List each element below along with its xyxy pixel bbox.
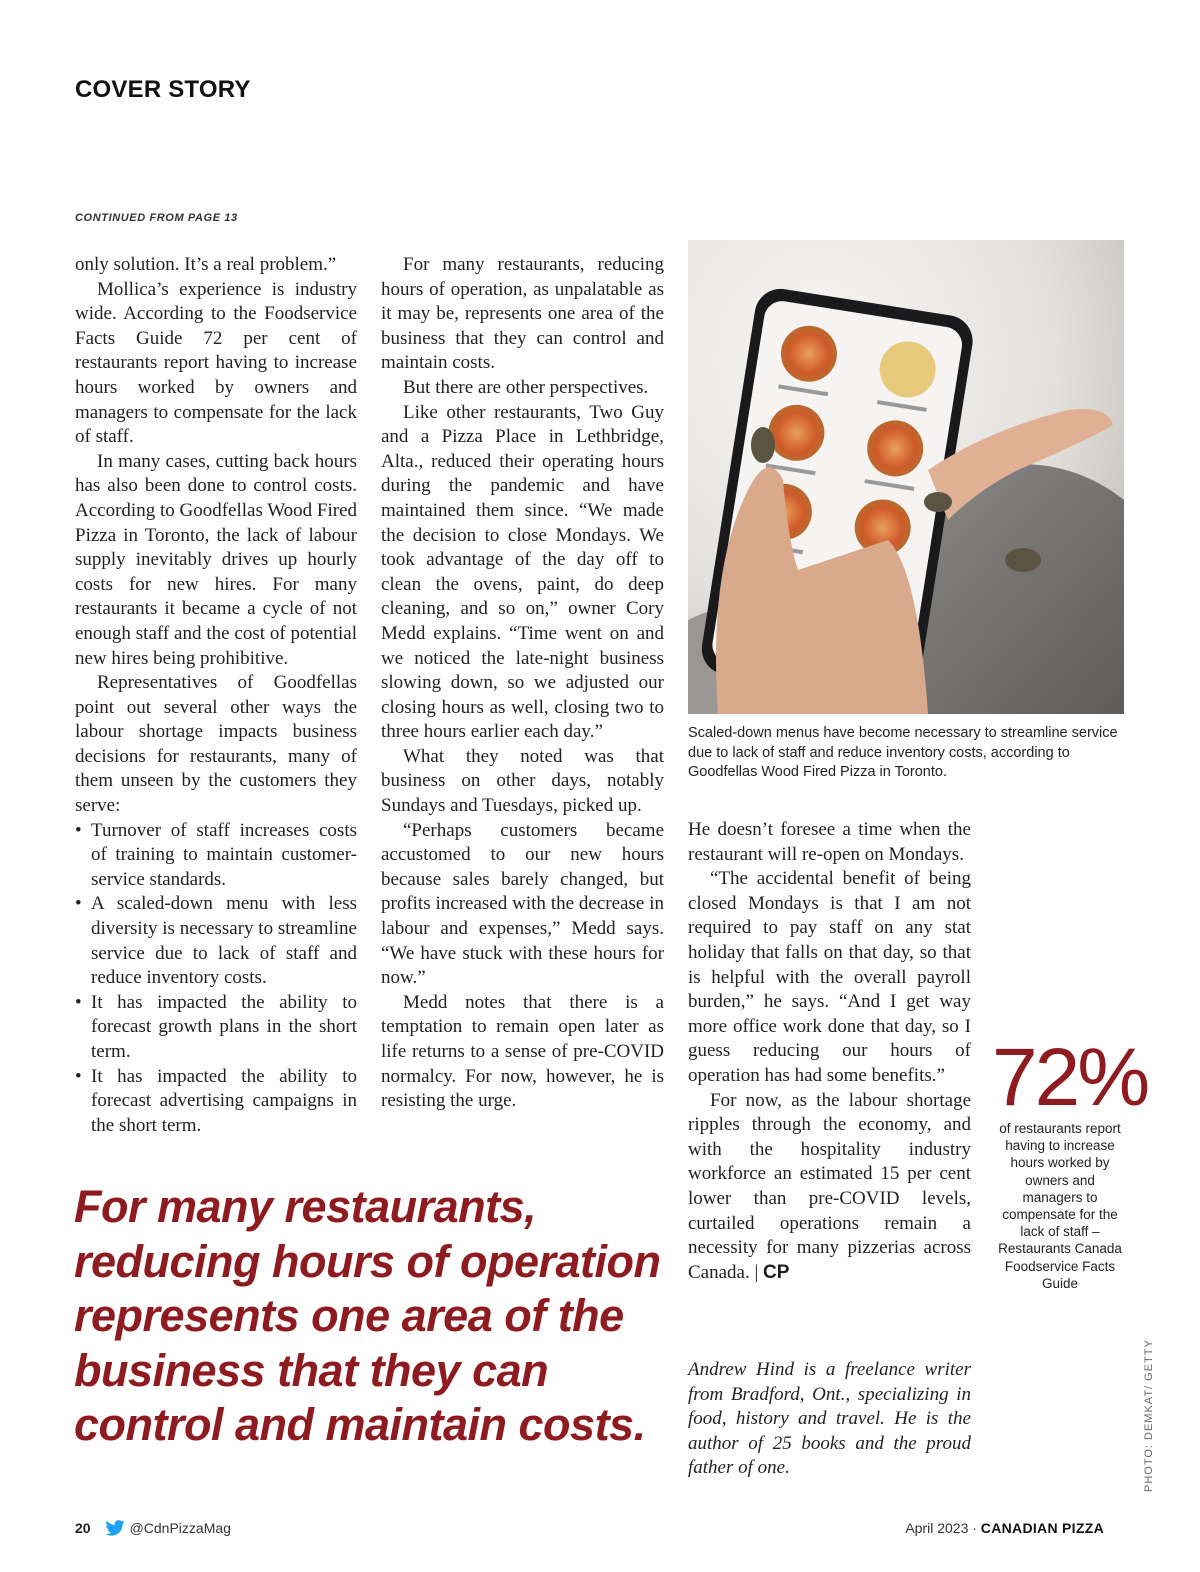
- bullet-list: [75, 819, 357, 1139]
- paragraph: For many restaurants, reducing hours of operation, as unpalatable as it may be, represents one area of the business that they can control and maintain costs.: [381, 254, 664, 374]
- article-column-1: [75, 253, 357, 1138]
- continued-from-label: CONTINUED FROM PAGE 13: [75, 212, 238, 224]
- footer-right: [905, 1520, 1104, 1536]
- paragraph: In many cases, cutting back hours has also been done to control costs. According to Goodfellas Wood Fired Pizza in Toronto, the lack of labour supply inevitably drives up hourly costs for new hires. For many restaurants it became a cycle of not enough staff and the cost of potential new hires being prohibitive.: [75, 450, 358, 669]
- photo-credit: PHOTO: DEMKAT/ GETTY: [1143, 1339, 1155, 1492]
- paragraph: Representatives of Goodfellas point out several other ways the labour shortage impacts business decisions for restaurants, many of them unseen by the customers they serve:: [75, 672, 357, 817]
- paragraph: He doesn’t foresee a time when the restaurant will re-open on Mondays.: [688, 819, 971, 865]
- issue-date: April 2023 ·: [905, 1520, 977, 1536]
- paragraph: Medd notes that there is a temptation to remain open later as life returns to a sense of pre-COVID normalcy. For now, however, he is resisting the urge.: [381, 991, 664, 1112]
- photo-caption: Scaled-down menus have become necessary to streamline service due to lack of staff and reduce inventory costs, according to Goodfellas Wood Fired Pizza in Toronto.: [688, 725, 1118, 781]
- article-column-3: [688, 818, 971, 1285]
- paragraph: [688, 1089, 971, 1286]
- paragraph: Mollica’s experience is industry wide. According to the Foodservice Facts Guide 72 per cent of restaurants report having to increase hours worked by owners and managers to compensate for the lack of staff.: [75, 278, 357, 448]
- end-mark: CP: [763, 1261, 790, 1283]
- paragraph: But there are other perspectives.: [403, 376, 649, 398]
- bullet-item: • It has impacted the ability to forecast advertising campaigns in the short term.: [75, 1065, 357, 1139]
- paragraph: “The accidental benefit of being closed Mondays is that I am not required to pay staff on any stat holiday that falls on that day, so that is helpful with the overall payroll burden,” he says. “And I get way more office work done that day, so I guess reducing our hours of operation has had some benefits.”: [688, 868, 971, 1086]
- bullet-item: • It has impacted the ability to forecast growth plans in the short term.: [75, 991, 357, 1065]
- stat-number: 72%: [992, 1032, 1148, 1123]
- bullet-item: • Turnover of staff increases costs of training to maintain customer-service standards.: [75, 819, 357, 893]
- article-column-2: [381, 253, 664, 1114]
- stat-description: of restaurants report having to increase hours worked by owners and managers to compensate for the lack of staff – Restaurants Canada Foodservice Facts Guide: [998, 1121, 1122, 1291]
- paragraph: “Perhaps customers became accustomed to our new hours because sales barely changed, but profits increased with the decrease in labour and expenses,” Medd says. “We have stuck with these hours for now.”: [381, 819, 664, 989]
- twitter-bird-icon: [105, 1520, 125, 1536]
- stat-callout: [992, 1032, 1148, 1292]
- page-number: 20: [75, 1520, 91, 1536]
- author-bio: Andrew Hind is a freelance writer from Bradford, Ont., specializing in food, history and travel. He is the author of 25 books and the proud father of one.: [688, 1359, 971, 1479]
- paragraph: Like other restaurants, Two Guy and a Pizza Place in Lethbridge, Alta., reduced their operating hours during the pandemic and have maintained them since. “We made the decision to close Mondays. We took advantage of the day off to clean the ovens, paint, do deep cleaning, and so on,” owner Cory Medd explains. “Time went on and we noticed the late-night business slowing down, so we adjusted our closing hours as well, closing two to three hours earlier each day.”: [381, 401, 664, 743]
- paragraph-text: For now, as the labour shortage ripples through the economy, and with the hospitality industry workforce an estimated 15 per cent lower than pre-COVID levels, curtailed operations remain a necessity for many pizzerias across Canada. |: [688, 1089, 971, 1283]
- article-photo: [688, 240, 1124, 714]
- paragraph: only solution. It’s a real problem.”: [75, 254, 337, 275]
- twitter-handle: @CdnPizzaMag: [129, 1520, 231, 1536]
- magazine-name: CANADIAN PIZZA: [980, 1520, 1104, 1536]
- pull-quote: For many restaurants, reducing hours of operation represents one area of the business that they can control and maintain costs.: [74, 1181, 661, 1450]
- bullet-item: • A scaled-down menu with less diversity is necessary to streamline service due to lack of staff and reduce inventory costs.: [75, 892, 357, 990]
- footer-left: [75, 1520, 231, 1536]
- section-label: COVER STORY: [75, 76, 251, 103]
- paragraph: What they noted was that business on other days, notably Sundays and Tuesdays, picked up.: [381, 745, 664, 817]
